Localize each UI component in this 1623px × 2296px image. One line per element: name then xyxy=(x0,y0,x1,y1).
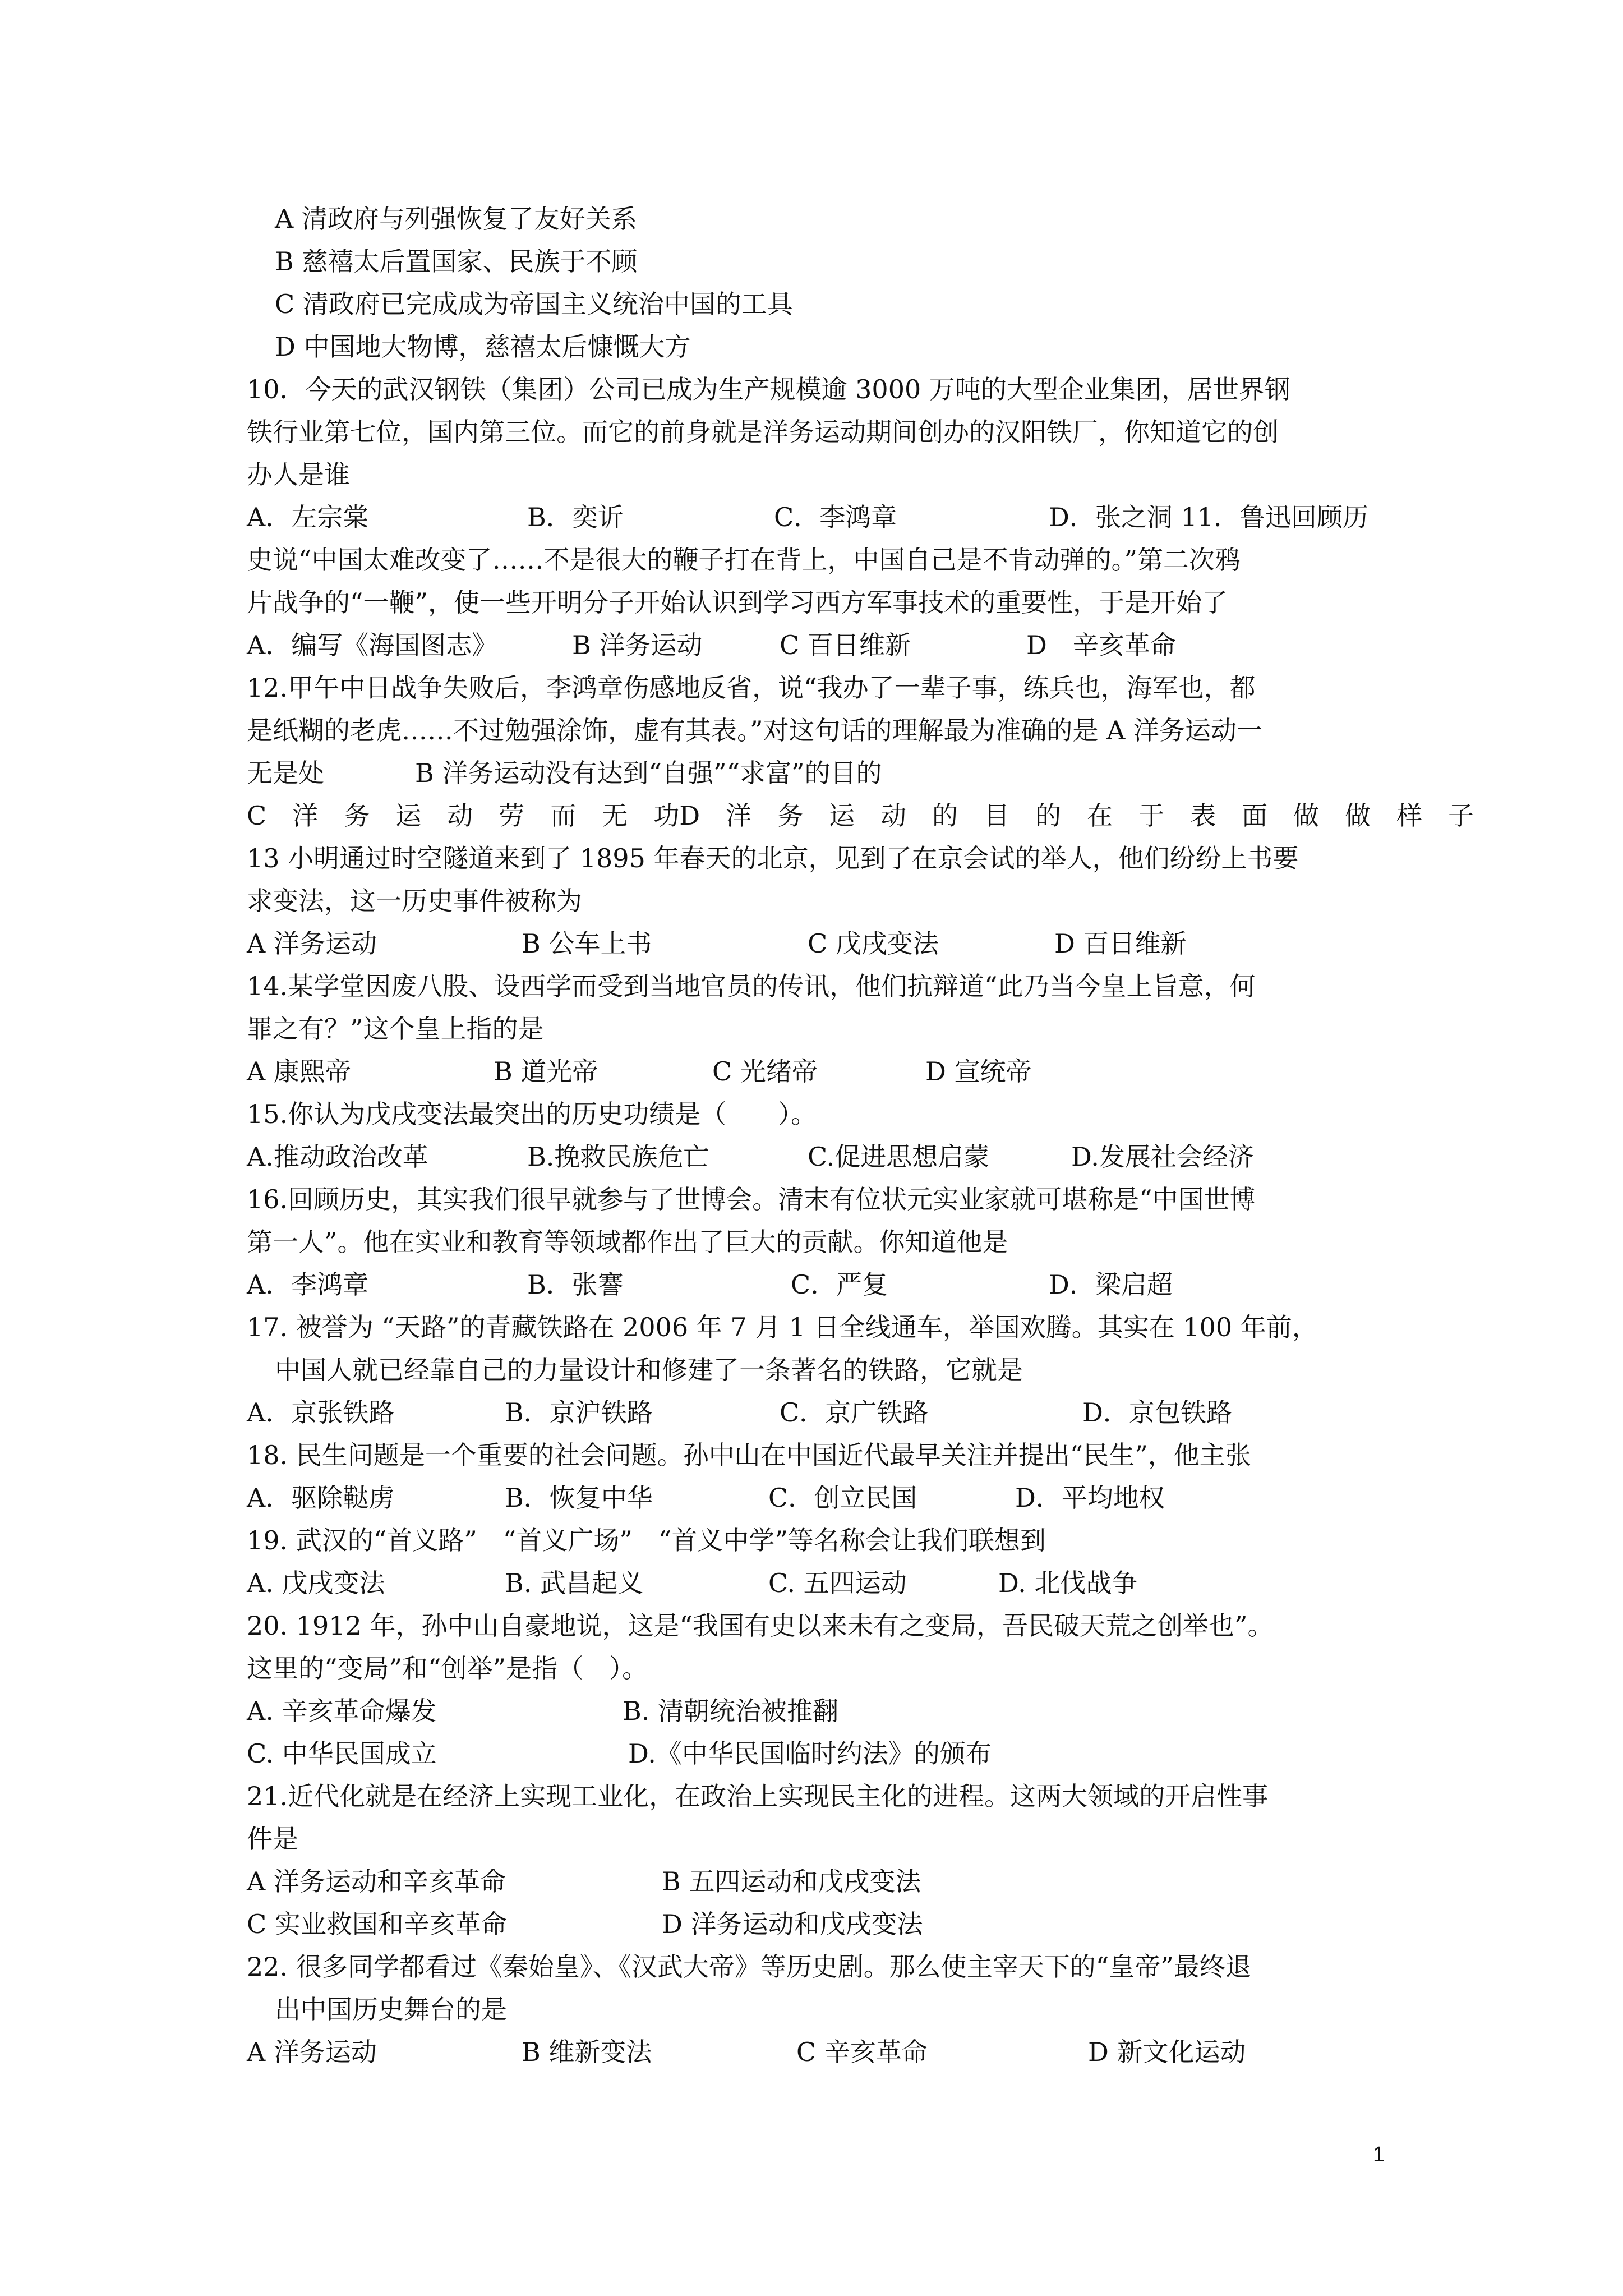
q16-option-d: D．梁启超 xyxy=(1049,1269,1173,1300)
q10-stem-line-2: 铁行业第七位，国内第三位。而它的前身就是洋务运动期间创办的汉阳铁厂，你知道它的创 xyxy=(247,417,1279,447)
q20-options-cd xyxy=(247,1732,1391,1775)
q11-options xyxy=(247,624,1391,666)
question-list xyxy=(247,197,1474,2073)
q18-option-b: B．恢复中华 xyxy=(505,1483,653,1513)
q15-option-d: D.发展社会经济 xyxy=(1071,1142,1254,1172)
q21-option-a: A 洋务运动和辛亥革命 xyxy=(247,1866,506,1897)
q17-option-d: D．京包铁路 xyxy=(1082,1397,1232,1428)
q12-stem-line-1: 12.甲午中日战争失败后，李鸿章伤感地反省，说“我办了一辈子事，练兵也，海军也，都 xyxy=(247,673,1256,703)
q9-option-b: B 慈禧太后置国家、民族于不顾 xyxy=(275,246,638,277)
q19-option-c: C. 五四运动 xyxy=(768,1568,907,1598)
q12-option-d: D 洋 务 运 动 的 目 的 在 于 表 面 做 做 样 子 xyxy=(679,800,1474,831)
q19-option-a: A. 戊戌变法 xyxy=(247,1568,385,1598)
q13-option-c: C 戊戌变法 xyxy=(808,928,939,959)
q9-option-a: A 清政府与列强恢复了友好关系 xyxy=(275,204,637,234)
q21-option-c: C 实业救国和辛亥革命 xyxy=(247,1909,507,1939)
q12-option-c: C 洋 务 运 动 劳 而 无 功 xyxy=(247,800,680,831)
q16-option-b: B．张謇 xyxy=(527,1269,624,1300)
q22-option-a: A 洋务运动 xyxy=(247,2037,377,2067)
q13-stem-line-2: 求变法，这一历史事件被称为 xyxy=(247,886,582,916)
q11-option-b: B 洋务运动 xyxy=(572,630,703,660)
q17-option-c: C．京广铁路 xyxy=(780,1397,929,1428)
q15-options xyxy=(247,1135,1391,1178)
q9-option-c: C 清政府已完成成为帝国主义统治中国的工具 xyxy=(275,289,793,319)
q22-option-b: B 维新变法 xyxy=(522,2037,652,2067)
q13-option-d: D 百日维新 xyxy=(1054,928,1187,959)
q18-option-d: D．平均地权 xyxy=(1015,1483,1165,1513)
q17-option-b: B．京沪铁路 xyxy=(505,1397,653,1428)
q14-stem-line-2: 罪之有？”这个皇上指的是 xyxy=(247,1014,544,1044)
q12-stem-line-3 xyxy=(247,752,1391,794)
q22-option-c: C 辛亥革命 xyxy=(796,2037,928,2067)
q10-option-b: B．奕䜣 xyxy=(527,502,624,532)
q18-option-c: C．创立民国 xyxy=(768,1483,917,1513)
q17-option-a: A．京张铁路 xyxy=(247,1397,395,1428)
q19-options xyxy=(247,1562,1391,1604)
q21-option-b: B 五四运动和戊戌变法 xyxy=(662,1866,921,1897)
q21-stem-line-2: 件是 xyxy=(247,1824,298,1854)
q11-option-a: A．编写《海国图志》 xyxy=(247,630,498,660)
q11-stem-line-1: 史说“中国太难改变了……不是很大的鞭子打在背上，中国自己是不肯动弹的。”第二次鸦 xyxy=(247,545,1241,575)
q14-option-b: B 道光帝 xyxy=(494,1056,598,1087)
q10-stem-line-3: 办人是谁 xyxy=(247,459,350,490)
q21-options-ab xyxy=(247,1860,1391,1903)
q17-stem-line-2: 中国人就已经靠自己的力量设计和修建了一条著名的铁路，它就是 xyxy=(275,1355,1023,1385)
q16-option-a: A．李鸿章 xyxy=(247,1269,369,1300)
q20-option-a: A. 辛亥革命爆发 xyxy=(247,1696,437,1726)
q13-option-a: A 洋务运动 xyxy=(247,928,377,959)
q22-option-d: D 新文化运动 xyxy=(1088,2037,1246,2067)
q20-option-b: B. 清朝统治被推翻 xyxy=(623,1696,839,1726)
q19-stem: 19. 武汉的“首义路” “首义广场” “首义中学”等名称会让我们联想到 xyxy=(247,1525,1046,1556)
q17-options xyxy=(247,1391,1391,1434)
q21-stem-line-1: 21.近代化就是在经济上实现工业化，在政治上实现民主化的进程。这两大领域的开启性事 xyxy=(247,1781,1269,1811)
q14-option-d: D 宣统帝 xyxy=(925,1056,1032,1087)
q15-option-a: A.推动政治改革 xyxy=(247,1142,428,1172)
q12-stem-part-a: 无是处 xyxy=(247,758,324,788)
q22-stem-line-1: 22. 很多同学都看过《秦始皇》、《汉武大帝》等历史剧。那么使主宰天下的“皇帝”最终退 xyxy=(247,1952,1251,1982)
q19-option-b: B. 武昌起义 xyxy=(505,1568,644,1598)
q20-option-d: D.《中华民国临时约法》的颁布 xyxy=(628,1738,992,1769)
page-number: 1 xyxy=(1373,2143,1385,2166)
q12-options-cd xyxy=(247,794,1474,837)
q13-stem-line-1: 13 小明通过时空隧道来到了 1895 年春天的北京，见到了在京会试的举人，他们纷纷上书要 xyxy=(247,843,1299,873)
q22-options xyxy=(247,2031,1391,2073)
q21-options-cd xyxy=(247,1903,1391,1945)
q13-options xyxy=(247,922,1391,965)
q16-stem-line-2: 第一人”。他在实业和教育等领域都作出了巨大的贡献。你知道他是 xyxy=(247,1227,1008,1257)
q21-option-d: D 洋务运动和戊戌变法 xyxy=(662,1909,923,1939)
q18-option-a: A．驱除鞑虏 xyxy=(247,1483,395,1513)
q19-option-d: D. 北伐战争 xyxy=(998,1568,1138,1598)
q20-option-c: C. 中华民国成立 xyxy=(247,1738,437,1769)
q11-stem-line-2: 片战争的“一鞭”，使一些开明分子开始认识到学习西方军事技术的重要性，于是开始了 xyxy=(247,587,1228,618)
q16-option-c: C．严复 xyxy=(791,1269,888,1300)
q10-option-a: A．左宗棠 xyxy=(247,502,369,532)
q15-stem: 15.你认为戊戌变法最突出的历史功绩是（ ）。 xyxy=(247,1099,817,1129)
q20-stem-line-2: 这里的“变局”和“创举”是指（ ）。 xyxy=(247,1653,648,1683)
q12-option-b: B 洋务运动没有达到“自强”“求富”的目的 xyxy=(415,758,882,788)
q15-option-b: B.挽救民族危亡 xyxy=(527,1142,709,1172)
q10-option-c: C．李鸿章 xyxy=(774,502,897,532)
q16-stem-line-1: 16.回顾历史，其实我们很早就参与了世博会。清末有位状元实业家就可堪称是“中国世博 xyxy=(247,1184,1256,1214)
q11-option-c: C 百日维新 xyxy=(780,630,911,660)
q14-option-a: A 康熙帝 xyxy=(247,1056,351,1087)
q14-option-c: C 光绪帝 xyxy=(712,1056,818,1087)
q10-options xyxy=(247,496,1391,539)
q14-stem-line-1: 14.某学堂因废八股、设西学而受到当地官员的传讯，他们抗辩道“此乃当今皇上旨意，何 xyxy=(247,971,1256,1001)
q14-options xyxy=(247,1050,1391,1093)
q12-stem-line-2: 是纸糊的老虎……不过勉强涂饰，虚有其表。”对这句话的理解最为准确的是 A 洋务运动一 xyxy=(247,715,1262,746)
q10-stem-line-1: 10．今天的武汉钢铁（集团）公司已成为生产规模逾 3000 万吨的大型企业集团，居世界钢 xyxy=(247,374,1290,404)
q20-stem-line-1: 20. 1912 年，孙中山自豪地说，这是“我国有史以来未有之变局，吾民破天荒之创举也”。 xyxy=(247,1611,1274,1641)
q10-option-d: D．张之洞 11．鲁迅回顾历 xyxy=(1049,502,1369,532)
q18-options xyxy=(247,1476,1391,1519)
q13-option-b: B 公车上书 xyxy=(522,928,652,959)
q16-options xyxy=(247,1263,1391,1306)
q9-option-d: D 中国地大物博，慈禧太后慷慨大方 xyxy=(275,332,691,362)
q18-stem: 18. 民生问题是一个重要的社会问题。孙中山在中国近代最早关注并提出“民生”，他主张 xyxy=(247,1440,1251,1470)
q15-option-c: C.促进思想启蒙 xyxy=(808,1142,990,1172)
q20-options-ab xyxy=(247,1690,1391,1732)
q22-stem-line-2: 出中国历史舞台的是 xyxy=(275,1994,507,2024)
q17-stem-line-1: 17. 被誉为 “天路”的青藏铁路在 2006 年 7 月 1 日全线通车，举国欢腾。其实在 100 年前， xyxy=(247,1312,1318,1342)
q11-option-d: D 辛亥革命 xyxy=(1026,630,1176,660)
